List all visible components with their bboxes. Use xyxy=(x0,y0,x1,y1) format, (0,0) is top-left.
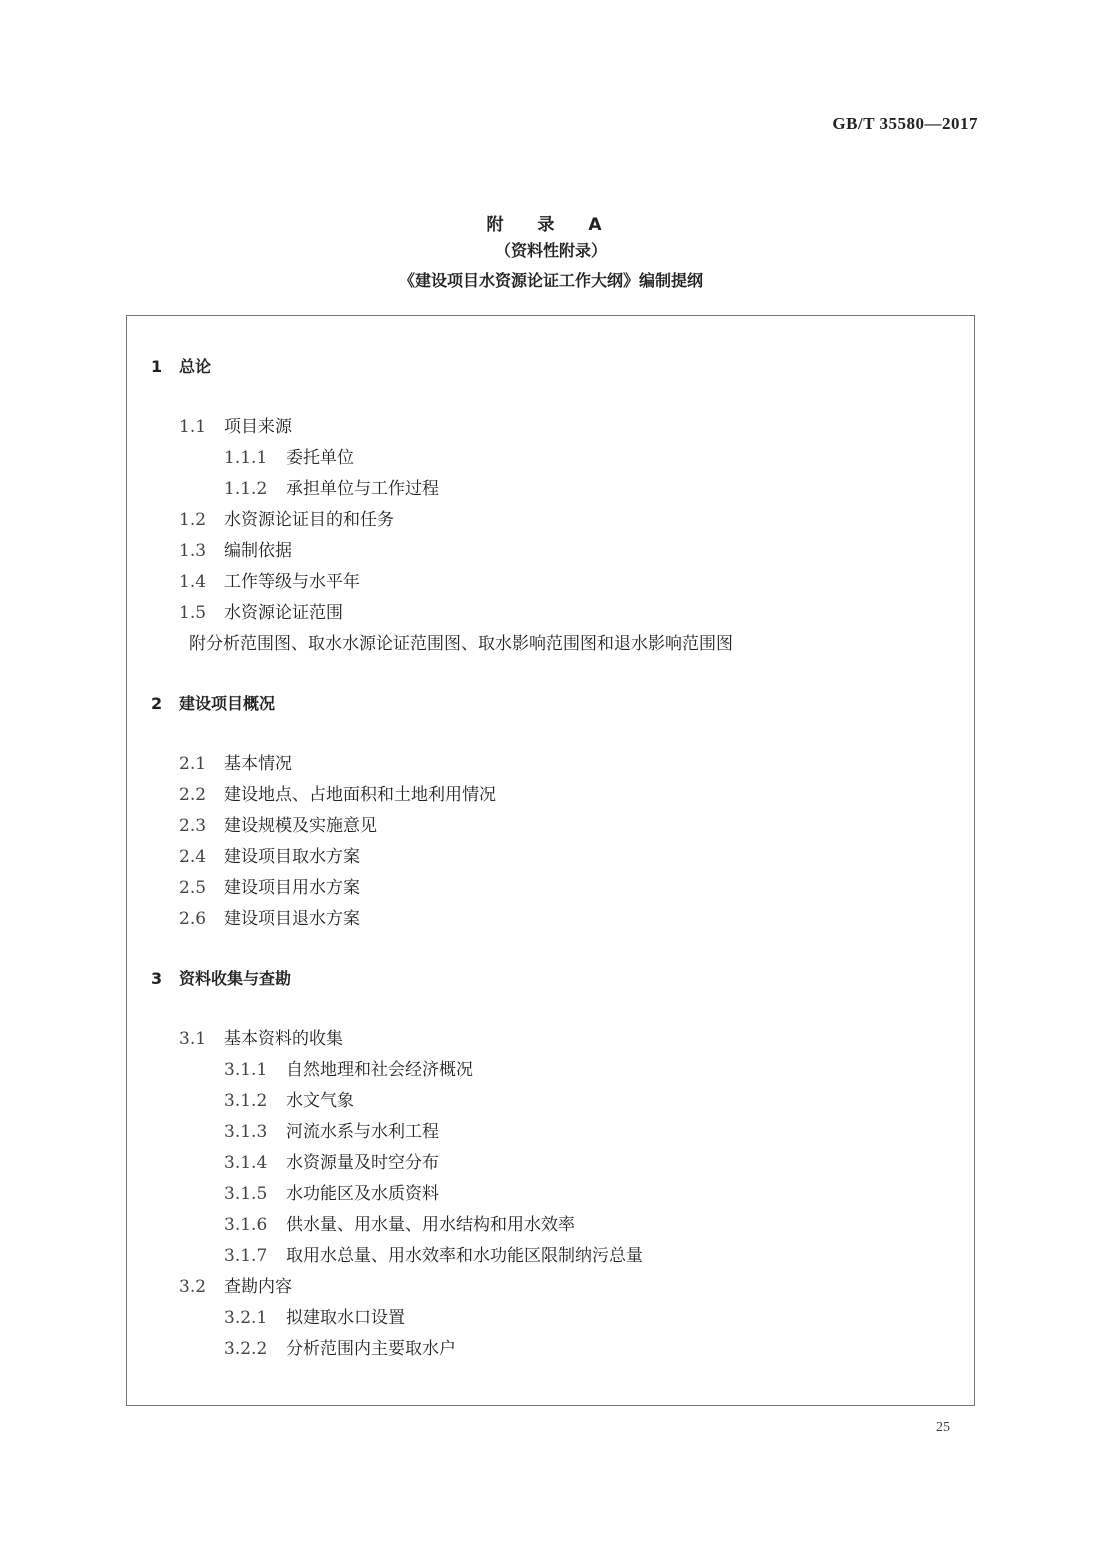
outline-text: 总论 xyxy=(179,357,212,376)
outline-number: 2.5 xyxy=(179,878,207,898)
outline-item xyxy=(224,1183,439,1205)
outline-text: 自然地理和社会经济概况 xyxy=(286,1060,473,1080)
appendix-subtitle: （资料性附录） xyxy=(494,241,607,260)
outline-text: 编制依据 xyxy=(224,541,292,561)
outline-item xyxy=(224,1307,405,1329)
outline-number: 3.1.4 xyxy=(224,1153,268,1173)
section-heading xyxy=(151,356,211,378)
outline-item xyxy=(179,1276,292,1298)
outline-text: 附分析范围图、取水水源论证范围图、取水影响范围图和退水影响范围图 xyxy=(189,634,733,654)
outline-box xyxy=(126,315,975,1406)
outline-item xyxy=(179,908,360,930)
outline-number: 3.2 xyxy=(179,1277,207,1297)
outline-number: 1.4 xyxy=(179,572,207,592)
outline-item xyxy=(179,416,292,438)
outline-number: 3.1.7 xyxy=(224,1246,268,1266)
outline-text: 查勘内容 xyxy=(224,1277,292,1297)
outline-number: 2.6 xyxy=(179,909,207,929)
outline-item xyxy=(224,1090,354,1112)
outline-item xyxy=(224,1214,575,1236)
outline-number: 3.1.5 xyxy=(224,1184,268,1204)
outline-text: 水文气象 xyxy=(286,1091,354,1111)
outline-text: 拟建取水口设置 xyxy=(286,1308,405,1328)
outline-text: 工作等级与水平年 xyxy=(224,572,360,592)
outline-item xyxy=(179,540,292,562)
outline-number: 1.1.1 xyxy=(224,448,268,468)
outline-text: 建设项目用水方案 xyxy=(224,878,360,898)
outline-text: 水功能区及水质资料 xyxy=(286,1184,439,1204)
section-heading xyxy=(151,968,291,990)
outline-text: 建设地点、占地面积和土地利用情况 xyxy=(224,785,496,805)
outline-number: 3.1.6 xyxy=(224,1215,268,1235)
outline-item xyxy=(179,571,360,593)
outline-number: 1.3 xyxy=(179,541,207,561)
outline-item xyxy=(224,1152,439,1174)
outline-text: 水资源论证范围 xyxy=(224,603,343,623)
outline-text: 建设项目取水方案 xyxy=(224,847,360,867)
outline-text: 建设规模及实施意见 xyxy=(224,816,377,836)
outline-text: 河流水系与水利工程 xyxy=(286,1122,439,1142)
outline-item xyxy=(224,1338,456,1360)
outline-number: 2 xyxy=(151,694,163,713)
standard-number: GB/T 35580—2017 xyxy=(832,114,978,133)
document-title: 《建设项目水资源论证工作大纲》编制提纲 xyxy=(398,271,703,290)
outline-number: 1 xyxy=(151,357,163,376)
page-number: 25 xyxy=(936,1420,950,1435)
outline-number: 3.1.1 xyxy=(224,1060,268,1080)
outline-item xyxy=(179,877,360,899)
outline-text: 取用水总量、用水效率和水功能区限制纳污总量 xyxy=(286,1246,643,1266)
outline-item xyxy=(224,478,439,500)
outline-number: 3.1 xyxy=(179,1029,207,1049)
outline-text: 建设项目退水方案 xyxy=(224,909,360,929)
outline-text: 水资源论证目的和任务 xyxy=(224,510,394,530)
outline-item xyxy=(179,602,343,624)
outline-item xyxy=(224,1121,439,1143)
outline-item xyxy=(179,753,292,775)
outline-number: 2.4 xyxy=(179,847,207,867)
outline-item xyxy=(179,784,496,806)
outline-item xyxy=(189,633,733,655)
outline-number: 1.1 xyxy=(179,417,207,437)
appendix-title: 附 录 A xyxy=(486,215,616,235)
outline-number: 1.1.2 xyxy=(224,479,268,499)
outline-text: 建设项目概况 xyxy=(179,694,276,713)
outline-item xyxy=(224,447,354,469)
outline-text: 资料收集与查勘 xyxy=(179,969,292,988)
outline-number: 2.2 xyxy=(179,785,207,805)
outline-text: 基本资料的收集 xyxy=(224,1029,343,1049)
outline-item xyxy=(179,1028,343,1050)
outline-item xyxy=(179,815,377,837)
outline-item xyxy=(224,1059,473,1081)
outline-number: 2.1 xyxy=(179,754,207,774)
outline-text: 委托单位 xyxy=(286,448,354,468)
outline-number: 2.3 xyxy=(179,816,207,836)
outline-number: 3 xyxy=(151,969,163,988)
outline-number: 3.1.2 xyxy=(224,1091,268,1111)
outline-text: 项目来源 xyxy=(224,417,292,437)
outline-number: 3.1.3 xyxy=(224,1122,268,1142)
outline-number: 3.2.1 xyxy=(224,1308,268,1328)
outline-number: 3.2.2 xyxy=(224,1339,268,1359)
outline-item xyxy=(179,846,360,868)
outline-text: 基本情况 xyxy=(224,754,292,774)
outline-item xyxy=(179,509,394,531)
outline-number: 1.2 xyxy=(179,510,207,530)
outline-text: 分析范围内主要取水户 xyxy=(286,1339,456,1359)
section-heading xyxy=(151,693,275,715)
outline-text: 承担单位与工作过程 xyxy=(286,479,439,499)
outline-number: 1.5 xyxy=(179,603,207,623)
outline-text: 水资源量及时空分布 xyxy=(286,1153,439,1173)
outline-item xyxy=(224,1245,643,1267)
outline-text: 供水量、用水量、用水结构和用水效率 xyxy=(286,1215,575,1235)
